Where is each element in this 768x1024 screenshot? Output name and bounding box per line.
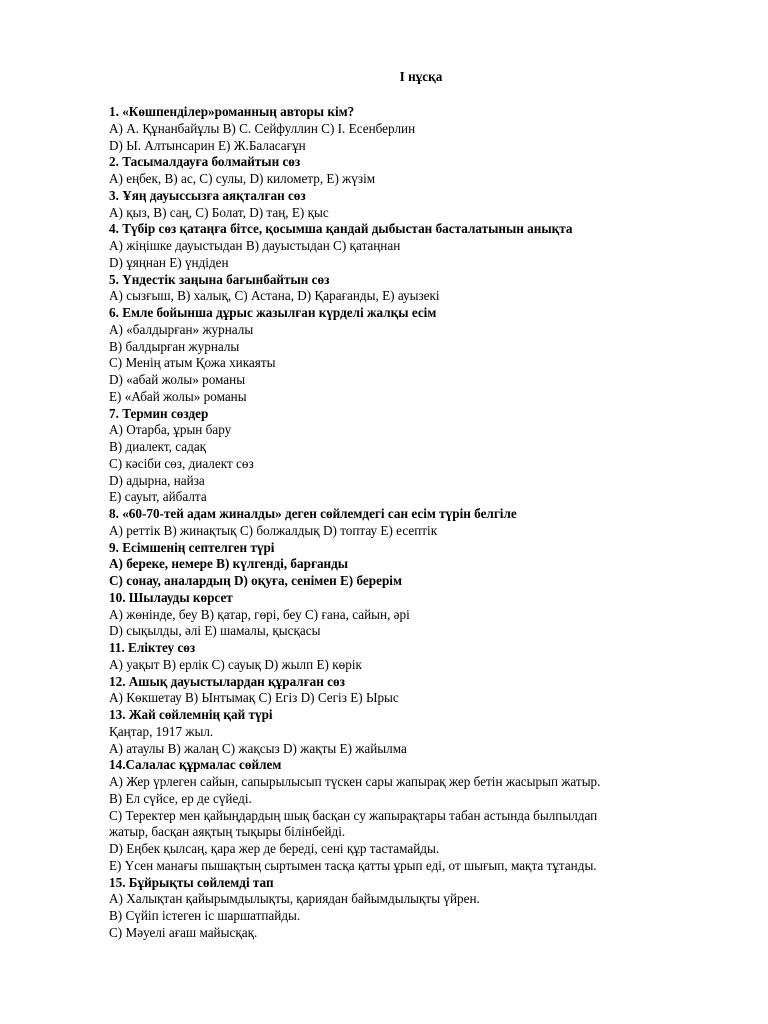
answer-line: A) А. Құнанбайұлы B) С. Сейфуллин C) І. Есенберлин (109, 120, 416, 136)
question-list (109, 104, 749, 942)
answer-line: A) «балдырған» журналы (109, 321, 254, 337)
answer-line: A) еңбек, B) ас, C) сулы, D) километр, E) жүзім (109, 171, 376, 186)
answer-line: E) «Абай жолы» романы (109, 388, 247, 404)
question-line: A) береке, немере B) күлгенді, барғанды (109, 556, 349, 572)
answer-line: B) Сүйіп істеген іс шаршатпайды. (109, 908, 301, 923)
question-line: 4. Түбір сөз қатаңға бітсе, қосымша қандай дыбыстан басталатынын анықта (109, 221, 573, 237)
question-line: 3. Ұяң дауыссызға аяқталған сөз (109, 187, 306, 203)
answer-line: C) Мәуелі ағаш майысқақ. (109, 924, 258, 940)
answer-line: A) реттік B) жинақтық C) болжалдық D) топтау E) есептік (109, 522, 438, 538)
answer-line: Қаңтар, 1917 жыл. (109, 723, 214, 739)
question-line: 6. Емле бойынша дұрыс жазылған күрделі жалқы есім (109, 305, 437, 320)
answer-line: A) қыз, B) саң, C) Болат, D) таң, E) қыс (109, 204, 329, 220)
question-line: 11. Еліктеу сөз (109, 640, 196, 655)
answer-line: C) Менің атым Қожа хикаяты (109, 355, 276, 371)
question-line: 7. Термин сөздер (109, 405, 209, 421)
answer-line: D) Ы. Алтынсарин E) Ж.Баласағұн (109, 137, 306, 153)
answer-line: D) Еңбек қылсаң, қара жер де береді, сені құр тастамайды. (109, 841, 440, 856)
answer-line: A) Халықтан қайырымдылықты, қариядан байымдылықты үйрен. (109, 891, 480, 907)
question-line: 10. Шылауды көрсет (109, 589, 233, 605)
question-line: C) сонау, аналардың D) оқуға, сенімен E) берерім (109, 573, 402, 588)
answer-line: C) Теректер мен қайыңдардың шық басқан су жапырақтары табан астында былпылдап (109, 807, 598, 823)
answer-line: D) «абай жолы» романы (109, 372, 246, 387)
answer-line: A) Отарба, ұрын бару (109, 422, 232, 438)
answer-line: D) сықылды, әлі E) шамалы, қысқасы (109, 623, 321, 639)
question-line: 2. Тасымалдауға болмайтын сөз (109, 154, 301, 170)
answer-line: A) жіңішке дауыстыдан B) дауыстыдан C) қатаңнан (109, 238, 401, 253)
answer-line: жатыр, басқан аяқтың тықыры білінбейді. (109, 824, 346, 840)
answer-line: D) адырна, найза (109, 472, 205, 488)
question-line: 9. Есімшенің септелген түрі (109, 539, 275, 555)
question-line: 15. Бұйрықты сөйлемді тап (109, 874, 274, 890)
answer-line: A) Жер үрлеген сайын, сапырылысып түскен сары жапырақ жер бетін жасырып жатыр. (109, 774, 601, 789)
answer-line: C) кәсіби сөз, диалект сөз (109, 455, 254, 471)
answer-line: E) сауыт, айбалта (109, 489, 207, 505)
question-line: 14.Салалас құрмалас сөйлем (109, 757, 282, 773)
document-title: І нұсқа (399, 69, 443, 84)
answer-line: E) Үсен манағы пышақтың сыртымен тасқа қатты ұрып еді, от шығып, мақта тұтанды. (109, 857, 597, 873)
question-line: 13. Жай сөйлемнің қай түрі (109, 707, 273, 722)
answer-line: A) уақыт B) ерлік C) сауық D) жылп E) көрік (109, 656, 362, 672)
answer-line: B) диалект, садақ (109, 439, 207, 454)
answer-line: B) балдырған журналы (109, 338, 240, 354)
answer-line: A) атаулы B) жалаң C) жақсыз D) жақты E) жайылма (109, 740, 407, 756)
answer-line: B) Ел сүйсе, ер де сүйеді. (109, 790, 252, 806)
answer-line: A) сызғыш, B) халық, C) Астана, D) Қарағанды, E) ауызекі (109, 288, 440, 304)
question-line: 5. Үндестік заңына бағынбайтын сөз (109, 271, 330, 287)
question-line: 12. Ашық дауыстылардан құралған сөз (109, 673, 345, 689)
question-line: 1. «Көшпенділер»романның авторы кім? (109, 104, 355, 119)
answer-line: D) ұяңнан E) үндіден (109, 254, 229, 270)
question-line: 8. «60-70-тей адам жиналды» деген сөйлемдегі сан есім түрін белгіле (109, 506, 517, 521)
answer-line: A) жөнінде, беу B) қатар, гөрі, беу C) ғана, сайын, әрі (109, 606, 410, 622)
answer-line: A) Көкшетау B) Ынтымақ C) Егіз D) Сегіз E) Ырыс (109, 690, 399, 706)
